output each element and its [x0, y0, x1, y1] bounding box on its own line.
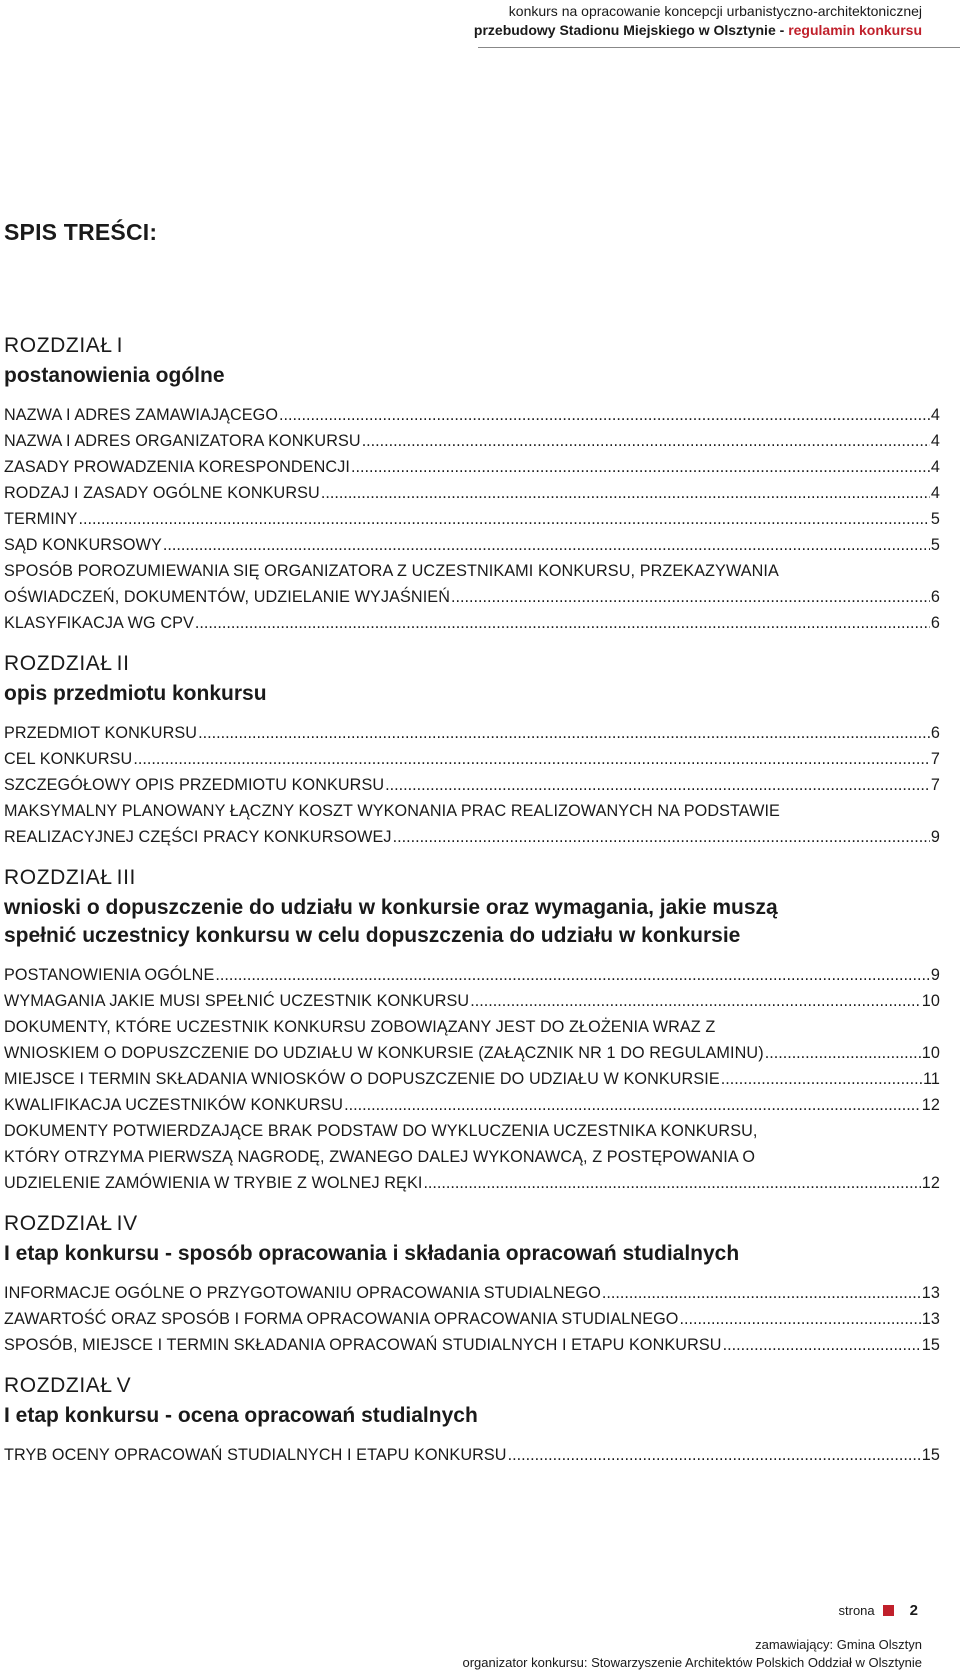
entry-text: ZASADY PROWADZENIA KORESPONDENCJI [4, 458, 350, 476]
toc-entry[interactable] [4, 454, 940, 480]
entry-text: CEL KONKURSU [4, 750, 133, 768]
dot-leader [362, 428, 930, 454]
page-number-value: 2 [909, 1602, 918, 1619]
dot-leader [79, 506, 930, 532]
chapter-title [4, 680, 940, 708]
chapter-title-line: I etap konkursu - ocena opracowań studialnych [4, 1404, 478, 1427]
entry-page-number: 12 [921, 1096, 940, 1114]
chapter-label [4, 651, 940, 677]
dot-leader [351, 454, 930, 480]
header-line-2 [474, 21, 922, 40]
chapter-number: I [116, 334, 124, 357]
entry-page-number: 4 [930, 406, 940, 424]
header-competition-title: przebudowy Stadionu Miejskiego w Olsztynie [473, 22, 776, 38]
header-separator: - [775, 22, 789, 38]
running-header [474, 2, 922, 40]
chapter-title [4, 1402, 940, 1430]
dot-leader [451, 584, 930, 610]
chapter-title-line: wnioski o dopuszczenie do udziału w konkursie oraz wymagania, jakie muszą [4, 896, 778, 919]
entry-text: TRYB OCENY OPRACOWAŃ STUDIALNYCH I ETAPU KONKURSU [4, 1446, 507, 1464]
dot-leader [721, 1066, 922, 1092]
table-of-contents [4, 333, 940, 1483]
toc-chapter [4, 333, 940, 636]
entry-page-number: 7 [930, 776, 940, 794]
entry-last-line [4, 1040, 940, 1066]
dot-leader [765, 1040, 921, 1066]
entry-text: KWALIFIKACJA UCZESTNIKÓW KONKURSU [4, 1096, 344, 1114]
dot-leader [321, 480, 930, 506]
toc-entry[interactable] [4, 1092, 940, 1118]
entry-page-number: 13 [921, 1284, 940, 1302]
dot-leader [393, 824, 930, 850]
chapter-number: II [116, 652, 130, 675]
entry-page-number: 4 [930, 458, 940, 476]
entry-page-number: 5 [930, 536, 940, 554]
entry-text: POSTANOWIENIA OGÓLNE [4, 966, 215, 984]
entry-text: KLASYFIKACJA WG CPV [4, 614, 194, 632]
toc-title: SPIS TREŚCI: [4, 219, 158, 245]
header-divider [478, 47, 960, 48]
dot-leader [215, 962, 930, 988]
entry-text: NAZWA I ADRES ZAMAWIAJĄCEGO [4, 406, 279, 424]
toc-entry[interactable] [4, 798, 940, 850]
chapter-title [4, 362, 940, 390]
entry-text: OŚWIADCZEŃ, DOKUMENTÓW, UDZIELANIE WYJAŚNIEŃ [4, 588, 450, 606]
entry-page-number: 7 [930, 750, 940, 768]
toc-entry[interactable] [4, 1118, 940, 1196]
dot-leader [602, 1280, 921, 1306]
entry-last-line [4, 1170, 940, 1196]
entry-page-number: 6 [930, 588, 940, 606]
toc-chapter [4, 865, 940, 1196]
entry-text-line: KTÓRY OTRZYMA PIERWSZĄ NAGRODĘ, ZWANEGO DALEJ WYKONAWCĄ, Z POSTĘPOWANIA O [4, 1148, 756, 1166]
dot-leader [344, 1092, 921, 1118]
entry-page-number: 9 [930, 966, 940, 984]
entry-page-number: 4 [930, 432, 940, 450]
page-marker-square [883, 1605, 894, 1616]
entry-text-line: MAKSYMALNY PLANOWANY ŁĄCZNY KOSZT WYKONANIA PRAC REALIZOWANYCH NA PODSTAWIE [4, 802, 780, 820]
chapter-word: ROZDZIAŁ [4, 866, 113, 889]
chapter-number: III [116, 866, 136, 889]
entry-page-number: 6 [930, 614, 940, 632]
entry-text-line: DOKUMENTY POTWIERDZAJĄCE BRAK PODSTAW DO WYKLUCZENIA UCZESTNIKA KONKURSU, [4, 1122, 758, 1140]
entry-text: REALIZACYJNEJ CZĘŚCI PRACY KONKURSOWEJ [4, 828, 392, 846]
entry-text: WYMAGANIA JAKIE MUSI SPEŁNIĆ UCZESTNIK KONKURSU [4, 992, 470, 1010]
entry-text: SPOSÓB, MIEJSCE I TERMIN SKŁADANIA OPRACOWAŃ STUDIALNYCH I ETAPU KONKURSU [4, 1336, 722, 1354]
dot-leader [198, 720, 930, 746]
toc-entry[interactable] [4, 558, 940, 610]
chapter-label [4, 333, 940, 359]
toc-entry[interactable] [4, 1066, 940, 1092]
chapter-number: IV [116, 1212, 138, 1235]
toc-entry[interactable] [4, 506, 940, 532]
toc-entry[interactable] [4, 402, 940, 428]
header-document-type: regulamin konkursu [788, 22, 922, 38]
entry-page-number: 4 [930, 484, 940, 502]
toc-entry[interactable] [4, 720, 940, 746]
chapter-word: ROZDZIAŁ [4, 334, 113, 357]
header-line-1: konkurs na opracowanie koncepcji urbanistyczno-architektonicznej [508, 3, 922, 19]
entry-text: INFORMACJE OGÓLNE O PRZYGOTOWANIU OPRACOWANIA STUDIALNEGO [4, 1284, 601, 1302]
page-number [839, 1602, 918, 1619]
entry-text: ZAWARTOŚĆ ORAZ SPOSÓB I FORMA OPRACOWANIA OPRACOWANIA STUDIALNEGO [4, 1310, 679, 1328]
chapter-word: ROZDZIAŁ [4, 652, 113, 675]
entry-text: SĄD KONKURSOWY [4, 536, 162, 554]
dot-leader [423, 1170, 920, 1196]
entry-text: NAZWA I ADRES ORGANIZATORA KONKURSU [4, 432, 361, 450]
footer-organizer: organizator konkursu: Stowarzyszenie Architektów Polskich Oddział w Olsztynie [462, 1655, 922, 1670]
chapter-title-line: I etap konkursu - sposób opracowania i składania opracowań studialnych [4, 1242, 740, 1265]
toc-entry[interactable] [4, 772, 940, 798]
dot-leader [508, 1442, 921, 1468]
toc-chapter [4, 651, 940, 850]
chapter-title-line: spełnić uczestnicy konkursu w celu dopuszczenia do udziału w konkursie [4, 924, 741, 947]
dot-leader [195, 610, 930, 636]
chapter-word: ROZDZIAŁ [4, 1212, 113, 1235]
entry-page-number: 15 [921, 1446, 940, 1464]
chapter-label [4, 1373, 940, 1399]
entry-page-number: 10 [921, 992, 940, 1010]
toc-chapter [4, 1373, 940, 1468]
chapter-word: ROZDZIAŁ [4, 1374, 113, 1397]
entry-last-line [4, 584, 940, 610]
entry-page-number: 13 [921, 1310, 940, 1328]
toc-entry[interactable] [4, 428, 940, 454]
chapter-entries [4, 1442, 940, 1468]
toc-entry[interactable] [4, 1332, 940, 1358]
entry-page-number: 6 [930, 724, 940, 742]
toc-entry[interactable] [4, 532, 940, 558]
chapter-title-line: postanowienia ogólne [4, 364, 225, 387]
chapter-number: V [116, 1374, 132, 1397]
entry-page-number: 12 [921, 1174, 940, 1192]
dot-leader [679, 1306, 920, 1332]
entry-text: MIEJSCE I TERMIN SKŁADANIA WNIOSKÓW O DOPUSZCZENIE DO UDZIAŁU W KONKURSIE [4, 1070, 720, 1088]
entry-page-number: 15 [921, 1336, 940, 1354]
toc-entry[interactable] [4, 746, 940, 772]
entry-last-line [4, 824, 940, 850]
toc-entry[interactable] [4, 1442, 940, 1468]
entry-page-number: 10 [921, 1044, 940, 1062]
entry-page-number: 9 [930, 828, 940, 846]
toc-entry[interactable] [4, 480, 940, 506]
dot-leader [385, 772, 930, 798]
chapter-title [4, 894, 940, 950]
chapter-title [4, 1240, 940, 1268]
entry-text: PRZEDMIOT KONKURSU [4, 724, 198, 742]
entry-page-number: 5 [930, 510, 940, 528]
entry-text: UDZIELENIE ZAMÓWIENIA W TRYBIE Z WOLNEJ RĘKI [4, 1174, 423, 1192]
dot-leader [723, 1332, 921, 1358]
entry-text: SZCZEGÓŁOWY OPIS PRZEDMIOTU KONKURSU [4, 776, 385, 794]
toc-entry[interactable] [4, 962, 940, 988]
entry-text: TERMINY [4, 510, 78, 528]
entry-text: RODZAJ I ZASADY OGÓLNE KONKURSU [4, 484, 320, 502]
dot-leader [133, 746, 930, 772]
toc-entry[interactable] [4, 1280, 940, 1306]
toc-entry[interactable] [4, 610, 940, 636]
entry-text: WNIOSKIEM O DOPUSZCZENIE DO UDZIAŁU W KONKURSIE (ZAŁĄCZNIK NR 1 DO REGULAMINU) [4, 1044, 764, 1062]
chapter-entries [4, 402, 940, 636]
dot-leader [470, 988, 921, 1014]
dot-leader [279, 402, 930, 428]
entry-page-number: 11 [922, 1070, 940, 1088]
page-label: strona [838, 1603, 875, 1618]
dot-leader [163, 532, 930, 558]
toc-entry[interactable] [4, 988, 940, 1014]
chapter-label [4, 865, 940, 891]
entry-text-line: DOKUMENTY, KTÓRE UCZESTNIK KONKURSU ZOBOWIĄZANY JEST DO ZŁOŻENIA WRAZ Z [4, 1018, 716, 1036]
toc-chapter [4, 1211, 940, 1358]
entry-text-line: SPOSÓB POROZUMIEWANIA SIĘ ORGANIZATORA Z UCZESTNIKAMI KONKURSU, PRZEKAZYWANIA [4, 562, 779, 580]
chapter-entries [4, 1280, 940, 1358]
chapter-title-line: opis przedmiotu konkursu [4, 682, 267, 705]
chapter-entries [4, 720, 940, 850]
running-footer [462, 1636, 922, 1672]
footer-commissioner: zamawiający: Gmina Olsztyn [755, 1637, 922, 1652]
toc-entry[interactable] [4, 1014, 940, 1066]
chapter-entries [4, 962, 940, 1196]
toc-entry[interactable] [4, 1306, 940, 1332]
chapter-label [4, 1211, 940, 1237]
